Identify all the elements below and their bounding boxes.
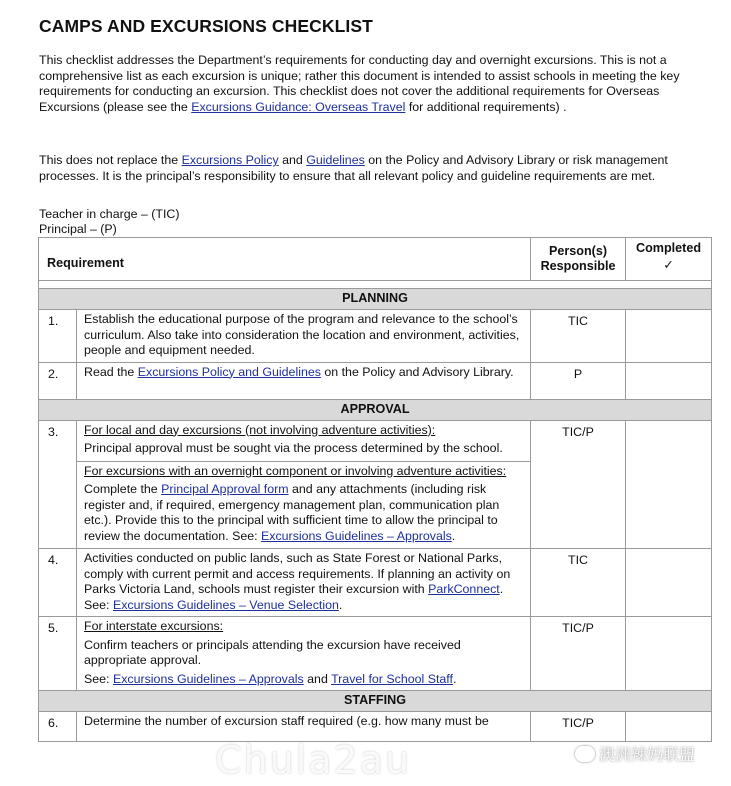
row-number: 4. bbox=[39, 549, 77, 617]
row-number: 5. bbox=[39, 617, 77, 691]
row-requirement: Establish the educational purpose of the program and relevance to the school’s curriculum. Also take into consideration the location and environment, activities, people and equipment needed. bbox=[77, 310, 531, 363]
row-completed-cell[interactable] bbox=[626, 712, 712, 742]
intro-text: on the Policy and Advisory Library or risk management processes. It is the principal’s responsibility to ensure that all relevant policy and guideline requirements are met. bbox=[39, 153, 668, 183]
link-guidelines-venue-selection[interactable]: Excursions Guidelines – Venue Selection bbox=[112, 597, 339, 612]
intro-paragraph-1 bbox=[39, 53, 691, 115]
header-person-responsible bbox=[531, 238, 626, 281]
table-row bbox=[39, 362, 712, 399]
section-label: APPROVAL bbox=[39, 399, 712, 420]
page-title: CAMPS AND EXCURSIONS CHECKLIST bbox=[39, 16, 373, 36]
row-number: 6. bbox=[39, 712, 77, 742]
link-principal-approval-form[interactable]: Principal Approval form bbox=[161, 482, 289, 496]
row-responsible: P bbox=[531, 362, 626, 399]
sub-text bbox=[84, 482, 524, 544]
row-text: Read the bbox=[84, 364, 138, 379]
checklist-table bbox=[38, 237, 712, 742]
section-label: PLANNING bbox=[39, 289, 712, 310]
sub-text bbox=[84, 672, 524, 688]
link-overseas-travel[interactable]: Excursions Guidance: Overseas Travel bbox=[191, 99, 406, 114]
row-text: . bbox=[452, 671, 457, 686]
row-text: and bbox=[303, 671, 332, 686]
link-guidelines[interactable]: Guidelines bbox=[306, 153, 365, 167]
section-label: STAFFING bbox=[39, 691, 712, 712]
row-text: Activities conducted on public lands, such as State Forest or National Parks, comply with current permit and access requirements. If planning an activity on Parks Victoria Land, schools must register their excursion with bbox=[84, 551, 511, 596]
header-person-line: Responsible bbox=[540, 259, 616, 273]
row-text: . See: bbox=[84, 582, 504, 612]
link-excursions-policy-guidelines[interactable]: Excursions Policy and Guidelines bbox=[137, 364, 321, 379]
row-requirement: Determine the number of excursion staff required (e.g. how many must be bbox=[77, 712, 531, 742]
row-completed-cell[interactable] bbox=[626, 362, 712, 399]
section-staffing bbox=[39, 691, 712, 712]
sub-text: Confirm teachers or principals attending the excursion have received appropriate approval. bbox=[84, 637, 461, 667]
intro-text: This does not replace the bbox=[39, 153, 182, 167]
row-text: . bbox=[451, 528, 456, 543]
row-completed-cell[interactable] bbox=[626, 420, 712, 549]
header-person-line: Person(s) bbox=[548, 244, 608, 258]
row-responsible: TIC/P bbox=[531, 617, 626, 691]
row-responsible: TIC bbox=[531, 310, 626, 363]
row-completed-cell[interactable] bbox=[626, 310, 712, 363]
watermark-text: Chula2au bbox=[215, 738, 412, 782]
row-requirement bbox=[77, 362, 531, 399]
row-number: 1. bbox=[39, 310, 77, 363]
watermark-brand-label: 澳洲辣妈联盟 bbox=[599, 745, 696, 764]
row-requirement bbox=[77, 617, 531, 691]
section-planning bbox=[39, 289, 712, 310]
intro-text: for additional requirements) . bbox=[405, 99, 567, 114]
table-row bbox=[39, 549, 712, 617]
table-row bbox=[39, 617, 712, 691]
row-number: 3. bbox=[39, 420, 77, 549]
intro-paragraph-2 bbox=[39, 153, 691, 184]
intro-text: and bbox=[278, 153, 307, 167]
watermark-brand bbox=[575, 742, 695, 765]
row-number: 2. bbox=[39, 362, 77, 399]
sub-heading: For local and day excursions (not involving adventure activities): bbox=[84, 422, 436, 437]
row-completed-cell[interactable] bbox=[626, 549, 712, 617]
row-requirement bbox=[77, 420, 531, 549]
sub-text: Principal approval must be sought via the process determined by the school. bbox=[84, 441, 503, 455]
sub-heading: For interstate excursions: bbox=[84, 619, 224, 633]
row-completed-cell[interactable] bbox=[626, 617, 712, 691]
link-guidelines-approvals[interactable]: Excursions Guidelines – Approvals bbox=[261, 528, 452, 543]
row-responsible: TIC/P bbox=[531, 712, 626, 742]
header-completed-label: Completed bbox=[635, 241, 702, 255]
spacer-row bbox=[39, 281, 712, 289]
link-parkconnect[interactable]: ParkConnect bbox=[428, 582, 500, 596]
table-header-row bbox=[39, 238, 712, 281]
section-approval bbox=[39, 399, 712, 420]
sub-requirement-overnight bbox=[77, 461, 530, 549]
legend-tic: Teacher in charge – (TIC) bbox=[39, 207, 180, 221]
row-requirement bbox=[77, 549, 531, 617]
sub-heading: For excursions with an overnight component or involving adventure activities: bbox=[84, 463, 507, 478]
row-text: and any attachments (including risk register and, if required, emergency management plan, communication plan etc.). Provide this to the principal with sufficient time to allow the principal to review the documentation. See: bbox=[84, 482, 500, 543]
table-row bbox=[39, 712, 712, 742]
check-icon: ✓ bbox=[663, 258, 674, 272]
row-responsible: TIC/P bbox=[531, 420, 626, 549]
row-text: . bbox=[338, 597, 343, 612]
table-row bbox=[39, 310, 712, 363]
row-responsible: TIC bbox=[531, 549, 626, 617]
link-guidelines-approvals[interactable]: Excursions Guidelines – Approvals bbox=[112, 671, 304, 686]
header-requirement: Requirement bbox=[39, 238, 531, 281]
wechat-icon bbox=[575, 746, 595, 762]
link-travel-for-school-staff[interactable]: Travel for School Staff bbox=[331, 671, 453, 686]
table-row bbox=[39, 420, 712, 549]
intro-text: This checklist addresses the Department’s requirements for conducting day and overnight excursions. This is not a comprehensive list as each excursion is unique; rather this document is intended to assist schools in meeting the key requirements for conducting an excursion. This checklist does not cover the additional requirements for Overseas Excursions (please see the bbox=[39, 53, 680, 114]
row-text: on the Policy and Advisory Library. bbox=[320, 364, 514, 379]
sub-requirement-local bbox=[77, 421, 530, 461]
row-text: Complete the bbox=[84, 482, 162, 496]
legend-principal: Principal – (P) bbox=[39, 222, 117, 236]
spacer-cell bbox=[39, 281, 712, 289]
row-text: See: bbox=[84, 671, 113, 686]
header-completed bbox=[626, 238, 712, 281]
link-excursions-policy[interactable]: Excursions Policy bbox=[181, 153, 279, 167]
